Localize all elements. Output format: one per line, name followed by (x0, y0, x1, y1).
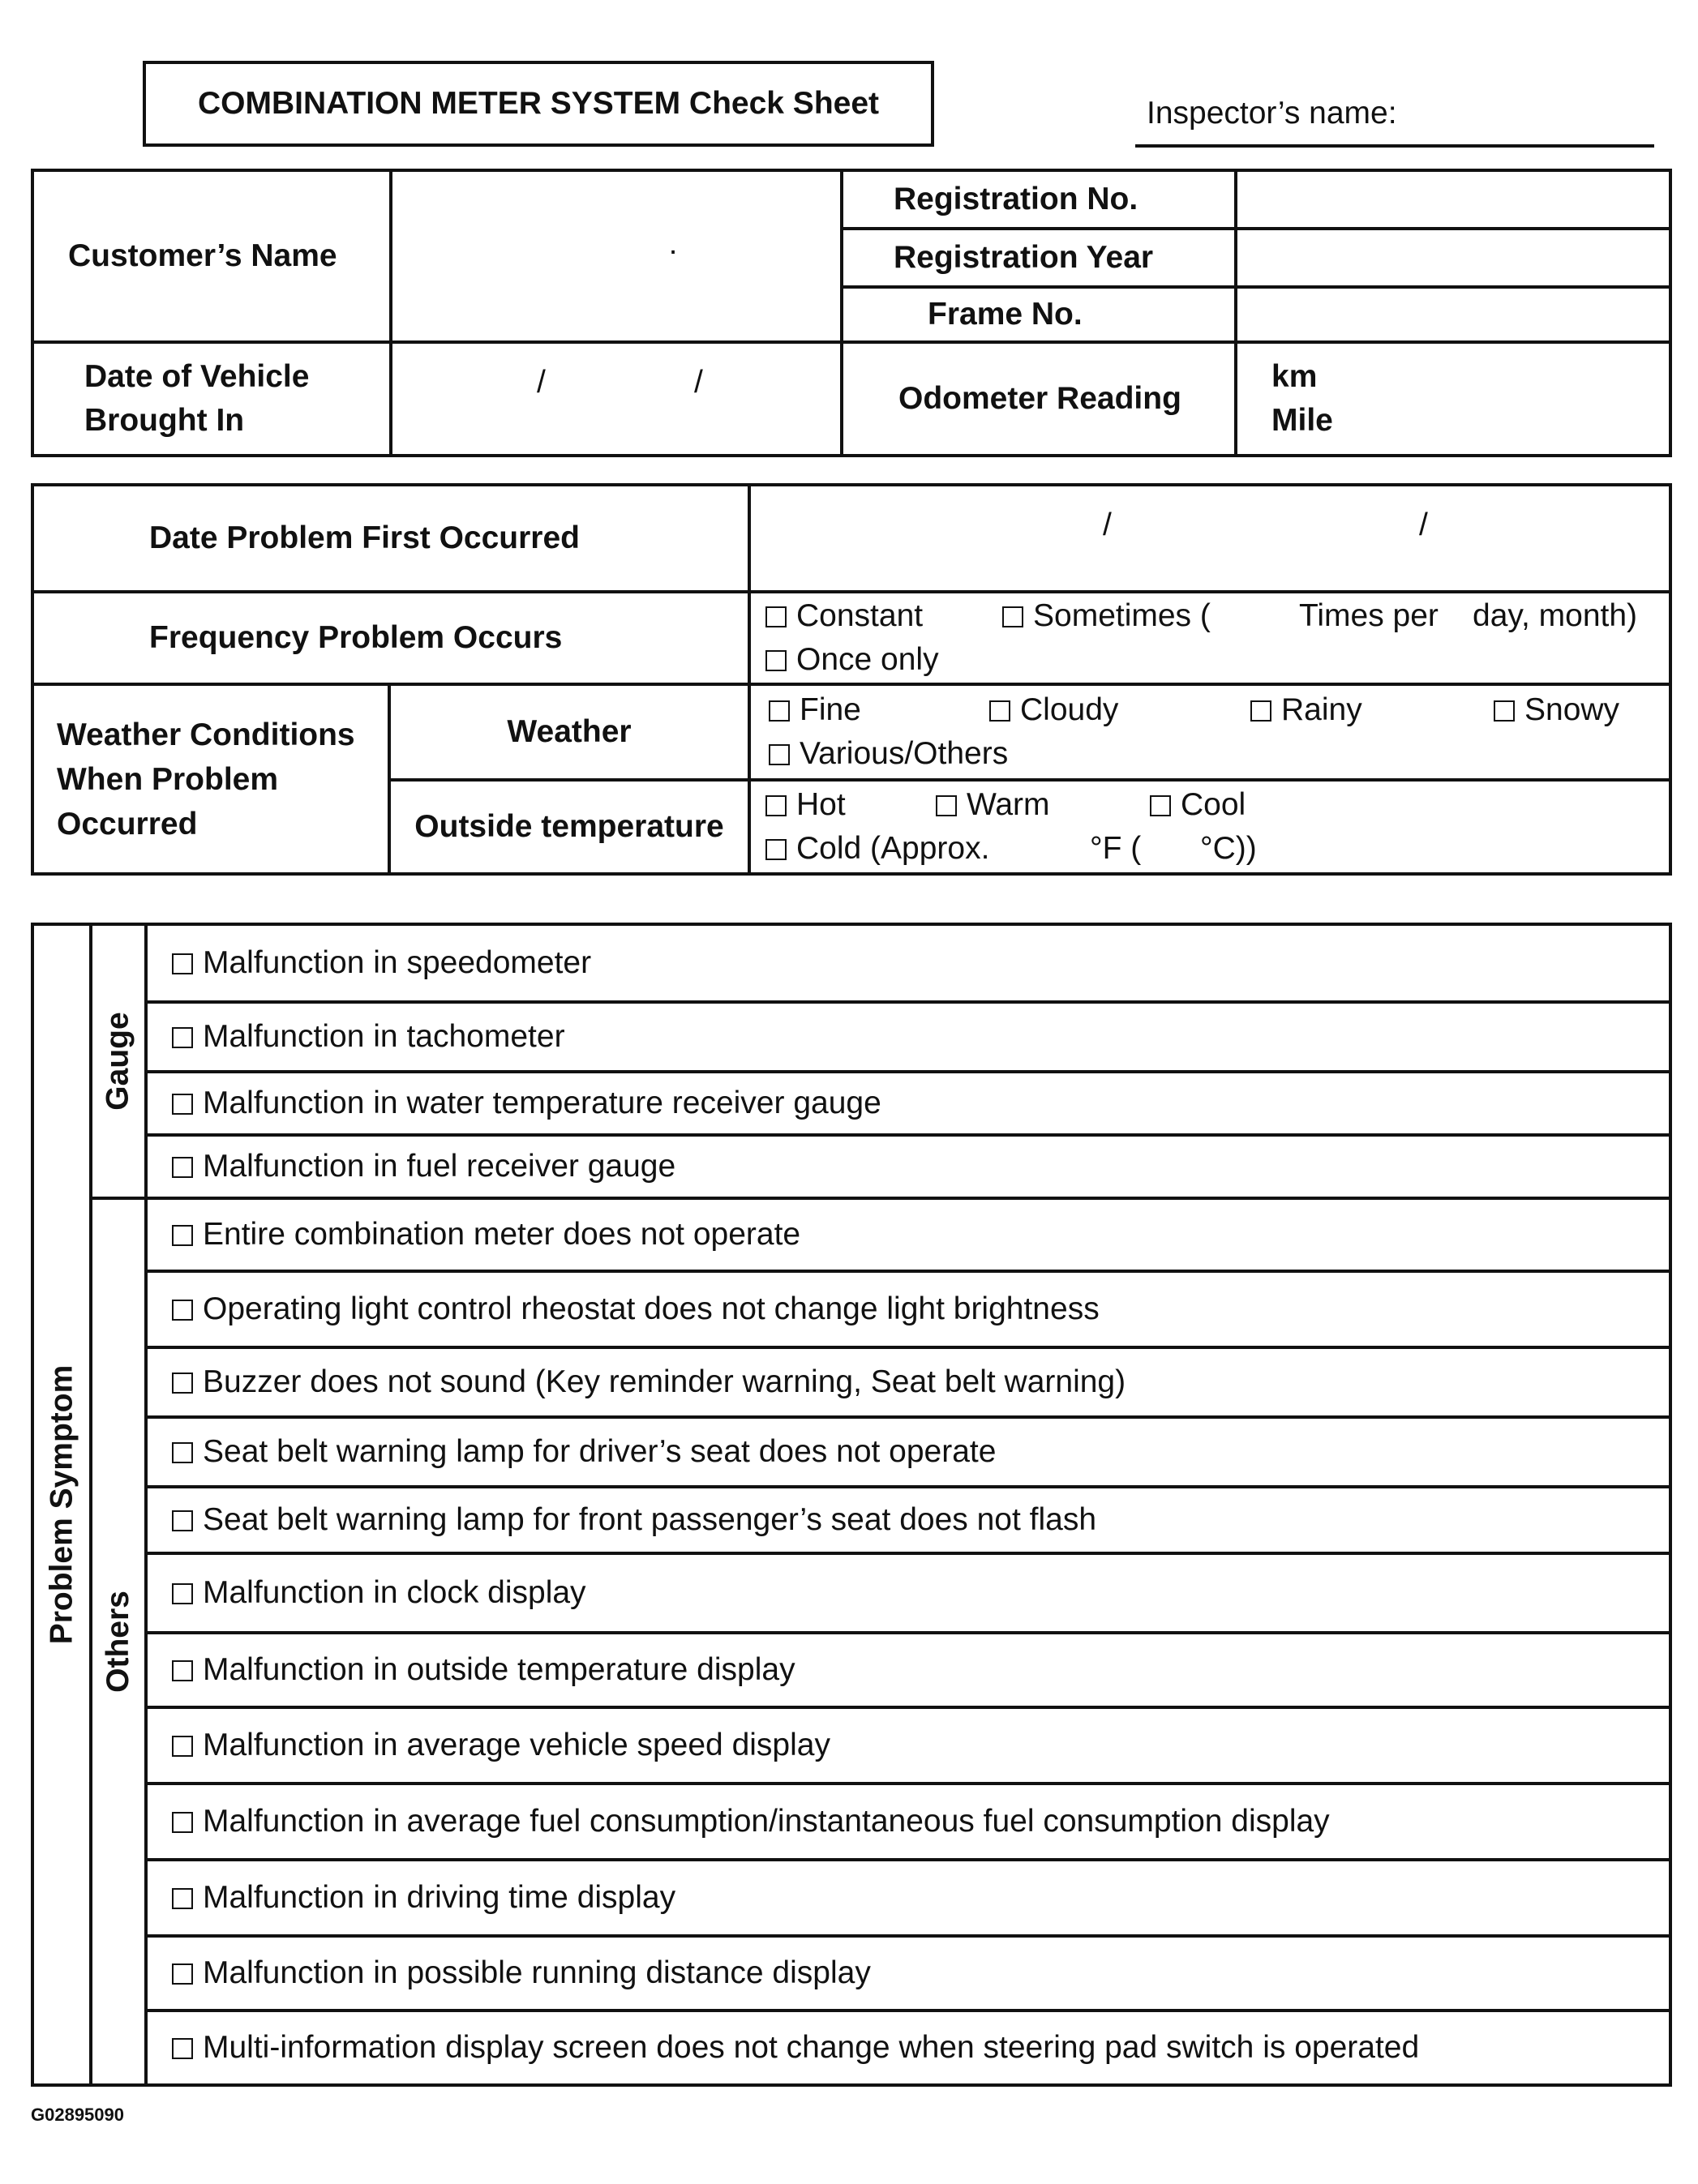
symptom-label: Malfunction in tachometer (203, 1019, 565, 1054)
symptom-label: Malfunction in average fuel consumption/instantaneous fuel consumption display (203, 1804, 1330, 1839)
date-brought-in-field[interactable] (391, 342, 842, 456)
symptom-row[interactable] (146, 1072, 1670, 1135)
problem-occurrence-table (31, 483, 1672, 876)
gauge-text: Gauge (101, 1012, 135, 1111)
date-first-occurred-label: Date Problem First Occurred (32, 485, 749, 592)
checkbox[interactable] (769, 700, 790, 722)
customer-name-label: Customer’s Name (32, 170, 391, 342)
symptom-row[interactable] (146, 1198, 1670, 1271)
symptom-label: Malfunction in driving time display (203, 1880, 676, 1915)
symptom-row[interactable] (146, 1860, 1670, 1936)
symptom-row[interactable] (146, 1936, 1670, 2011)
weather-cloudy-label: Cloudy (1020, 692, 1119, 727)
frame-no-label: Frame No. (842, 287, 1236, 342)
temp-cold-label: Cold (Approx. (796, 831, 990, 866)
weather-options (749, 684, 1670, 780)
weather-snowy-option[interactable] (1494, 688, 1619, 732)
gauge-group-label (91, 924, 146, 1198)
checkbox[interactable] (172, 1225, 193, 1246)
weather-rainy-option[interactable] (1250, 688, 1362, 732)
checkbox[interactable] (1250, 700, 1271, 722)
temp-cool-label: Cool (1181, 787, 1246, 822)
frequency-day-month-label: day, month) (1473, 598, 1638, 633)
weather-various-option[interactable] (769, 732, 1008, 776)
frequency-options (749, 592, 1670, 684)
symptom-label: Malfunction in clock display (203, 1575, 586, 1610)
registration-year-label: Registration Year (842, 229, 1236, 287)
checkbox[interactable] (172, 1583, 193, 1604)
checkbox[interactable] (769, 744, 790, 765)
weather-fine-option[interactable] (769, 688, 861, 732)
frequency-once-only-label: Once only (796, 642, 939, 677)
checkbox[interactable] (765, 839, 787, 860)
customer-info-table (31, 169, 1672, 457)
symptom-row[interactable] (146, 1347, 1670, 1417)
frame-no-field[interactable] (1236, 287, 1670, 342)
symptom-label: Seat belt warning lamp for front passenger’s seat does not flash (203, 1502, 1097, 1537)
symptom-label: Malfunction in outside temperature display (203, 1652, 795, 1687)
checkbox[interactable] (172, 953, 193, 974)
symptom-label: Buzzer does not sound (Key reminder warning, Seat belt warning) (203, 1364, 1126, 1399)
symptom-row[interactable] (146, 1487, 1670, 1553)
inspector-name-label: Inspector’s name: (1147, 96, 1397, 131)
checkbox[interactable] (765, 606, 787, 627)
frequency-constant-option[interactable] (765, 594, 923, 638)
checkbox[interactable] (1494, 700, 1515, 722)
checkbox[interactable] (989, 700, 1010, 722)
symptom-row[interactable] (146, 1271, 1670, 1347)
symptom-label: Multi-information display screen does not change when steering pad switch is operated (203, 2030, 1420, 2065)
date-brought-in-label-line1: Date of Vehicle (84, 359, 310, 394)
registration-no-field[interactable] (1236, 170, 1670, 229)
others-vertical (92, 1591, 144, 1693)
frequency-once-only-option[interactable] (765, 638, 939, 682)
problem-symptom-vertical (34, 1364, 89, 1645)
odometer-label: Odometer Reading (842, 342, 1236, 456)
date-first-occurred-field[interactable] (749, 485, 1670, 592)
odometer-field[interactable] (1236, 342, 1670, 456)
symptom-row[interactable] (146, 1633, 1670, 1707)
weather-snowy-label: Snowy (1524, 692, 1620, 727)
inspector-name-field[interactable] (1135, 144, 1654, 148)
temp-cool-option[interactable] (1150, 783, 1246, 827)
weather-various-label: Various/Others (800, 736, 1009, 771)
checkbox[interactable] (172, 1442, 193, 1463)
symptom-row[interactable] (146, 1707, 1670, 1784)
symptom-label: Seat belt warning lamp for driver’s seat does not operate (203, 1434, 997, 1469)
checkbox[interactable] (172, 1736, 193, 1757)
symptom-label: Operating light control rheostat does not change light brightness (203, 1291, 1100, 1326)
checkbox[interactable] (172, 1888, 193, 1909)
symptom-row[interactable] (146, 924, 1670, 1002)
weather-conditions-line2: When Problem (57, 761, 279, 797)
date-separator: / (1419, 507, 1428, 542)
weather-fine-label: Fine (800, 692, 861, 727)
temp-hot-label: Hot (796, 787, 846, 822)
symptom-row[interactable] (146, 2011, 1670, 2085)
checkbox[interactable] (172, 1963, 193, 1985)
symptom-row[interactable] (146, 1002, 1670, 1072)
weather-conditions-label (32, 684, 389, 874)
frequency-label: Frequency Problem Occurs (32, 592, 749, 684)
problem-symptom-label (32, 924, 91, 2085)
customer-name-field[interactable] (391, 170, 842, 342)
temp-warm-option[interactable] (936, 783, 1050, 827)
temp-hot-option[interactable] (765, 783, 846, 827)
odometer-unit-km: km (1271, 359, 1318, 394)
weather-conditions-line1: Weather Conditions (57, 717, 355, 752)
date-brought-in-label-line2: Brought In (84, 403, 245, 438)
registration-no-label: Registration No. (842, 170, 1236, 229)
symptom-row[interactable] (146, 1553, 1670, 1633)
frequency-sometimes-option[interactable] (1002, 594, 1211, 638)
symptom-label: Malfunction in possible running distance display (203, 1955, 871, 1990)
outside-temperature-label: Outside temperature (389, 780, 749, 874)
checkbox[interactable] (765, 650, 787, 671)
date-separator: / (694, 365, 703, 400)
date-separator: / (1103, 507, 1112, 542)
checkbox[interactable] (172, 1300, 193, 1321)
checkbox[interactable] (172, 1660, 193, 1681)
checkbox[interactable] (936, 795, 957, 816)
others-text: Others (101, 1591, 136, 1693)
checkbox[interactable] (172, 1372, 193, 1394)
symptom-row[interactable] (146, 1417, 1670, 1487)
checkbox[interactable] (172, 1094, 193, 1115)
checkbox[interactable] (172, 1027, 193, 1048)
checkbox[interactable] (172, 1510, 193, 1531)
date-separator: / (537, 365, 546, 400)
symptom-label: Malfunction in speedometer (203, 945, 592, 980)
weather-label: Weather (389, 684, 749, 780)
checkbox[interactable] (765, 795, 787, 816)
weather-rainy-label: Rainy (1281, 692, 1362, 727)
odometer-unit-mile: Mile (1271, 403, 1333, 438)
checkbox[interactable] (1150, 795, 1171, 816)
symptom-row[interactable] (146, 1135, 1670, 1198)
weather-cloudy-option[interactable] (989, 688, 1118, 732)
frequency-times-per-label: Times per (1299, 598, 1439, 633)
checkbox[interactable] (172, 1812, 193, 1833)
date-brought-in-label (32, 342, 391, 456)
weather-conditions-line3: Occurred (57, 806, 198, 841)
gauge-vertical (92, 1012, 144, 1111)
symptom-row[interactable] (146, 1784, 1670, 1860)
checkbox[interactable] (172, 1157, 193, 1178)
symptom-label: Malfunction in fuel receiver gauge (203, 1149, 676, 1184)
temperature-options (749, 780, 1670, 874)
symptom-label: Malfunction in average vehicle speed display (203, 1728, 830, 1762)
frequency-constant-label: Constant (796, 598, 924, 633)
frequency-sometimes-label: Sometimes ( (1033, 598, 1211, 633)
temp-warm-label: Warm (967, 787, 1050, 822)
temp-fahrenheit-label: °F ( (1090, 831, 1142, 866)
sheet-title: COMBINATION METER SYSTEM Check Sheet (143, 61, 934, 147)
symptom-label: Malfunction in water temperature receiver gauge (203, 1086, 881, 1120)
figure-id: G02895090 (31, 2105, 124, 2125)
registration-year-field[interactable] (1236, 229, 1670, 287)
customer-name-mark: . (668, 226, 678, 261)
checkbox[interactable] (172, 2038, 193, 2059)
temp-celsius-label: °C)) (1200, 831, 1257, 866)
checkbox[interactable] (1002, 606, 1023, 627)
symptom-label: Entire combination meter does not operate (203, 1217, 801, 1252)
problem-symptom-table (31, 923, 1672, 2087)
temp-cold-option[interactable] (765, 827, 989, 871)
problem-symptom-text: Problem Symptom (44, 1364, 79, 1645)
others-group-label (91, 1198, 146, 2085)
